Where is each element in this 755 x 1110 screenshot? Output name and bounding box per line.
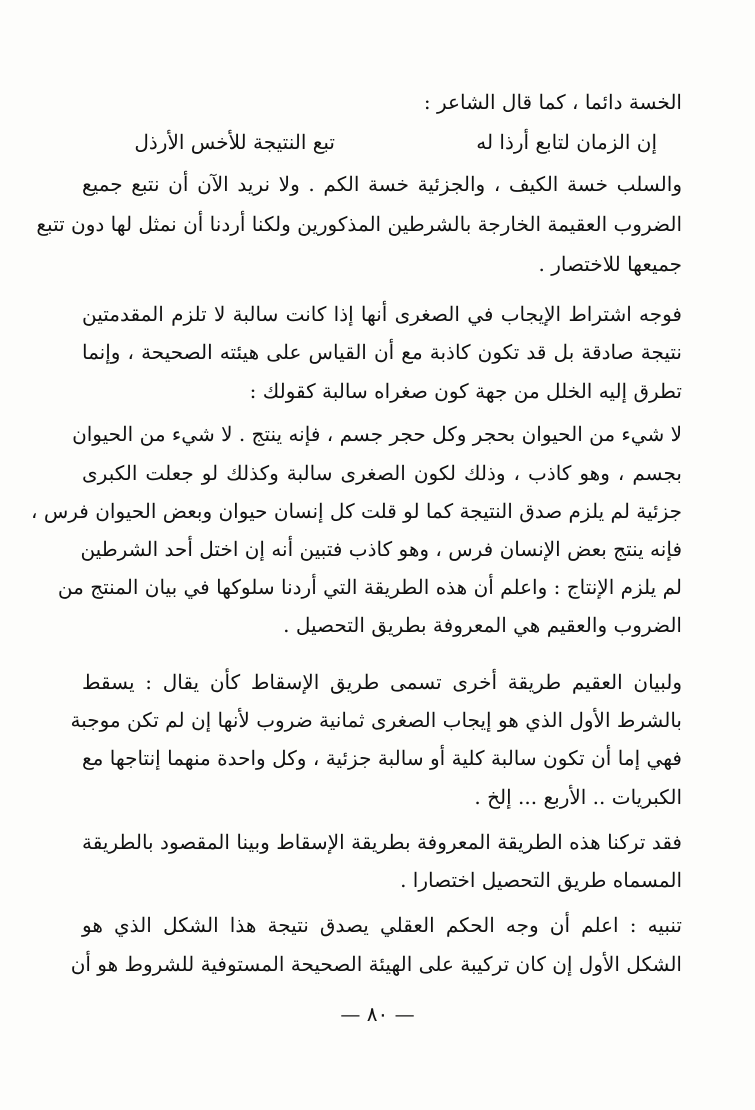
- text-line: جزئية لم يلزم صدق النتيجة كما لو قلت كل إنسان حيوان وبعض الحيوان فرس ،: [31, 499, 682, 523]
- text-line: المسماه طريق التحصيل اختصارا .: [400, 868, 682, 892]
- text-line: لم يلزم الإنتاج : واعلم أن هذه الطريقة التي أردنا سلوكها في بيان المنتج من: [57, 575, 682, 599]
- text-line: فقد تركنا هذه الطريقة المعروفة بطريقة الإسقاط وبينا المقصود بالطريقة: [82, 830, 682, 854]
- text-line: فهي إما أن تكون سالبة كلية أو سالبة جزئية ، وكل واحدة منهما إنتاجها مع: [82, 746, 682, 770]
- text-line: الضروب العقيمة الخارجة بالشرطين المذكورين ولكنا أردنا أن نمثل لها دون تتبع: [36, 212, 682, 236]
- text-line: والسلب خسة الكيف ، والجزئية خسة الكم . ولا نريد الآن أن نتبع جميع: [82, 172, 682, 196]
- text-line: لا شيء من الحيوان بحجر وكل حجر جسم ، فإنه ينتج . لا شيء من الحيوان: [72, 422, 682, 446]
- text-line: ولبيان العقيم طريقة أخرى تسمى طريق الإسقاط كأن يقال : يسقط: [82, 670, 682, 694]
- text-line: بجسم ، وهو كاذب ، وذلك لكون الصغرى سالبة وكذلك لو جعلت الكبرى: [82, 461, 682, 485]
- text-line: تنبيه : اعلم أن وجه الحكم العقلي يصدق نتيجة هذا الشكل الذي هو: [82, 913, 682, 937]
- text-line: الشكل الأول إن كان تركيبة على الهيئة الصحيحة المستوفية للشروط هو أن: [70, 952, 682, 976]
- verse-hemistich-first: إن الزمان لتابع أرذا له: [476, 130, 657, 154]
- text-line: الخسة دائما ، كما قال الشاعر :: [423, 90, 682, 114]
- text-line: الكبريات .. الأربع ... إلخ .: [474, 785, 682, 809]
- text-line: فوجه اشتراط الإيجاب في الصغرى أنها إذا كانت سالبة لا تلزم المقدمتين: [82, 302, 682, 326]
- verse-hemistich-second: تبع النتيجة للأخس الأرذل: [134, 130, 335, 154]
- text-line: فإنه ينتج بعض الإنسان فرس ، وهو كاذب فتبين أنه إن اختل أحد الشرطين: [80, 537, 682, 561]
- page-number: — ٨٠ —: [340, 1002, 415, 1026]
- text-line: جميعها للاختصار .: [538, 252, 682, 276]
- text-line: بالشرط الأول الذي هو إيجاب الصغرى ثمانية ضروب لأنها إن لم تكن موجبة: [70, 708, 682, 732]
- text-line: الضروب والعقيم هي المعروفة بطريق التحصيل .: [283, 613, 682, 637]
- text-line: نتيجة صادقة بل قد تكون كاذبة مع أن القياس على هيئته الصحيحة ، وإنما: [82, 340, 682, 364]
- text-line: تطرق إليه الخلل من جهة كون صغراه سالبة كقولك :: [249, 379, 682, 403]
